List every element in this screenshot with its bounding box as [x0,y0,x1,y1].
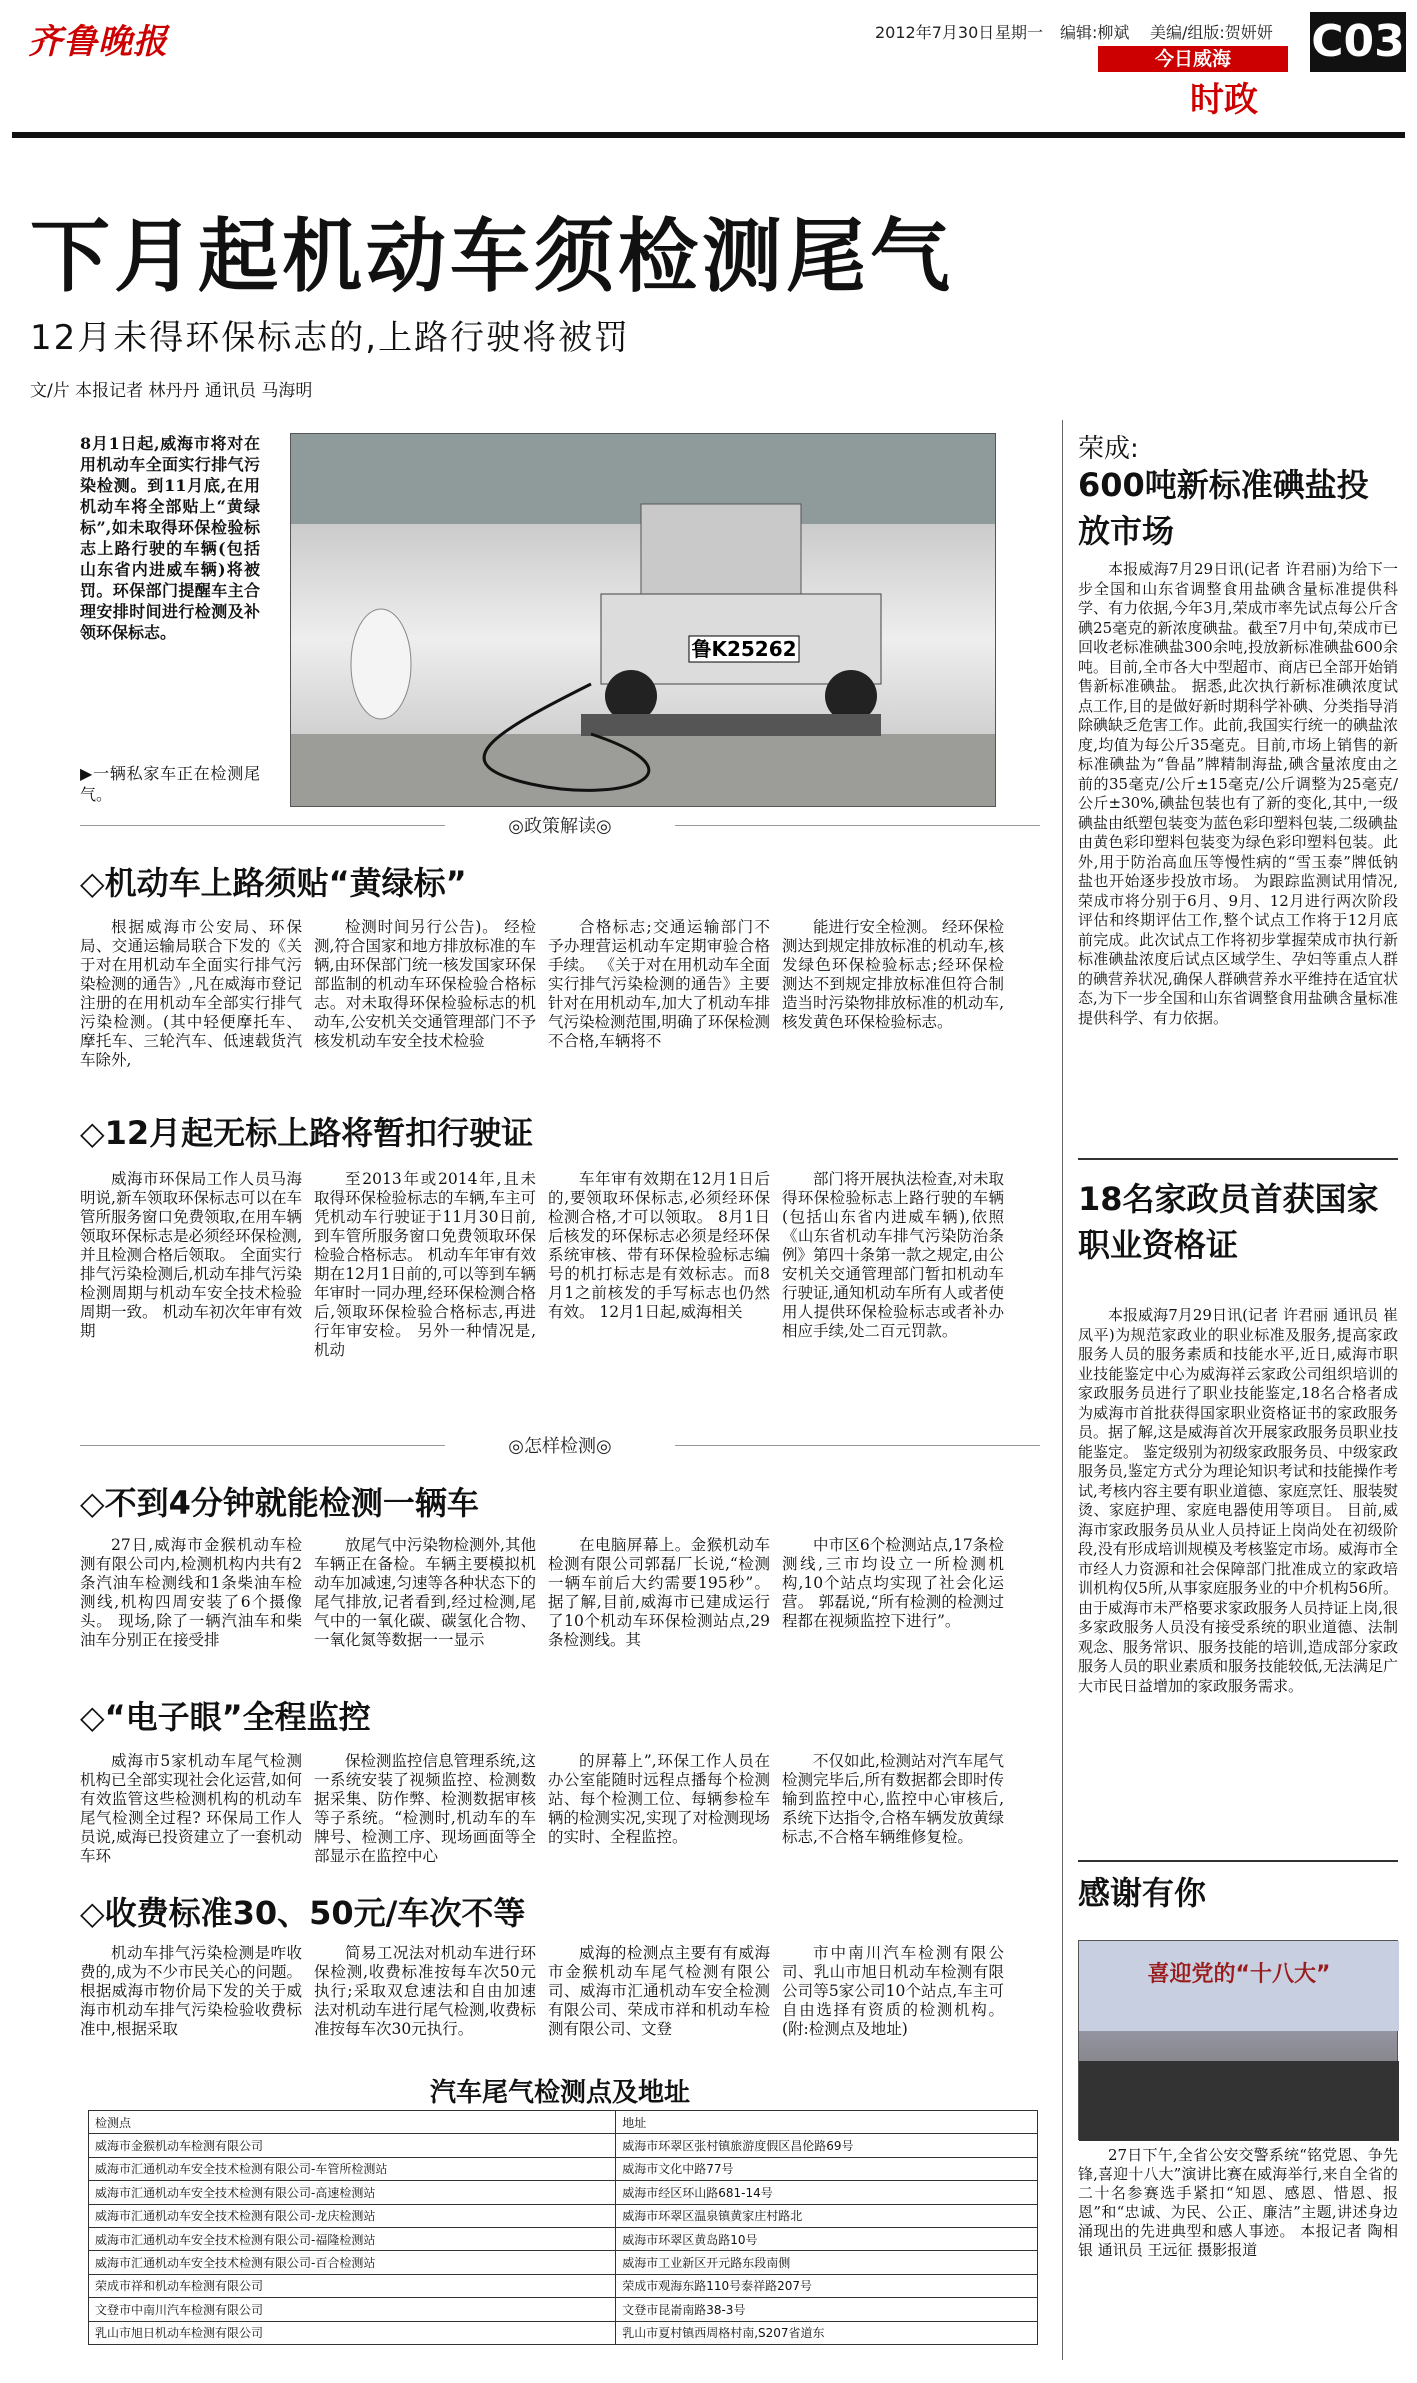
section1-col2: 检测时间另行公告)。 经检测,符合国家和地方排放标准的车辆,由环保部门统一核发国家环保部监制的机动车环保检验合格标志。对未取得环保检验标志的机动车,公安机关交通管理部门不予核发机动车安全技术检验 [314,918,536,1050]
sidebar1-title: 600吨新标准碘盐投放市场 [1078,466,1369,550]
section-name: 时政 [1190,80,1258,120]
sidebar2-title: 18名家政员首获国家职业资格证 [1078,1180,1379,1264]
speech-contest-photo [1078,1940,1398,2140]
section3-col2: 放尾气中污染物检测外,其他车辆正在备检。车辆主要模拟机动车加减速,匀速等各种状态下的尾气排放,记者看到,经过检测,尾气中的一氧化碳、碳氢化合物、一氧化氮等数据一一显示 [314,1536,536,1649]
divider-policy: ◎政策解读◎ [80,812,1040,838]
table-cell: 文登市中南川汽车检测有限公司 [89,2298,616,2321]
section3-col1: 27日,威海市金猴机动车检测有限公司内,检测机构内共有2条汽油车检测线和1条柴油车检测线,机构四周安装了6个摄像头。 现场,除了一辆汽油车和柴油车分别正在接受排 [80,1536,302,1649]
table-row [89,2181,1038,2204]
section1-col1: 根据威海市公安局、环保局、交通运输局联合下发的《关于对在用机动车全面实行排气污染检测的通告》,凡在威海市登记注册的在用机动车全部实行排气污染检测。(其中轻便摩托车、摩托车、三轮汽车、低速载货汽车除外, [80,918,302,1069]
section2-col3: 车年审有效期在12月1日后的,要领取环保标志,必须经环保检测合格,才可以领取。 8月1日后核发的环保标志必须是经环保系统审核、带有环保检验标志编号的机打标志是有效标志。而8月1之前核发的手写标志也仍然有效。 12月1日起,威海相关 [548,1170,770,1321]
table-cell: 威海市汇通机动车安全技术检测有限公司-高速检测站 [89,2181,616,2204]
art-credit: 美编/组版:贺妍妍 [1150,23,1273,42]
section2-col4: 部门将开展执法检查,对未取得环保检验标志上路行驶的车辆(包括山东省内进威车辆),依照《山东省机动车排气污染防治条例》第四十条第一款之规定,由公安机关交通管理部门暂扣机动车行驶证,通知机动车所有人或者使用人提供环保检验标志或者补办相应手续,处二百元罚款。 [782,1170,1004,1340]
section2-col2: 至2013年或2014年,且未取得环保检验标志的车辆,车主可凭机动车行驶证于11月30日前,到车管所服务窗口免费领取环保检验合格标志。 机动车年审有效期在12月1日前的,可以等到车辆年审时一同办理,经环保检测合格后,领取环保检验合格标志,再进行年审安检。 另外一种情况是,机动 [314,1170,536,1359]
sidebar3-caption: 27日下午,全省公安交警系统“铭党恩、争先锋,喜迎十八大”演讲比赛在威海举行,来自全省的二十名参赛选手紧扣“知恩、感恩、惜恩、报恩”和“忠诚、为民、公正、廉洁”主题,讲述身边涌现出的先进典型和感人事迹。 本报记者 陶相银 通讯员 王远征 摄影报道 [1078,2146,1398,2259]
section-heading-5: ◇收费标准30、50元/车次不等 [80,1894,526,1932]
subheadline: 12月未得环保标志的,上路行驶将被罚 [30,318,631,358]
table-cell: 威海市工业新区开元路东段南侧 [616,2251,1038,2274]
audience [1079,2061,1399,2141]
floor [291,734,996,807]
table-header-row [89,2111,1038,2134]
sidebar-divider [1062,420,1063,2360]
section3-col3: 在电脑屏幕上。金猴机动车检测有限公司郭磊厂长说,“检测一辆车前后大约需要195秒”。 据了解,目前,威海市已建成运行了10个机动车环保检测站点,29条检测线。其 [548,1536,770,1649]
table-cell: 威海市环翠区张村镇旅游度假区昌伦路69号 [616,2134,1038,2157]
table-row [89,2157,1038,2180]
sidebar-rule [1078,1860,1398,1862]
section-tag: 今日威海 [1098,46,1288,72]
table-cell: 威海市汇通机动车安全技术检测有限公司-车管所检测站 [89,2157,616,2180]
table-cell: 文登市昆嵛南路38-3号 [616,2298,1038,2321]
table-row [89,2321,1038,2344]
table-cell: 威海市金猴机动车检测有限公司 [89,2134,616,2157]
station-address-table [88,2110,1038,2345]
inspector [351,609,411,719]
section-heading-2: ◇12月起无标上路将暂扣行驶证 [80,1114,534,1152]
table-cell: 威海市环翠区黄岛路10号 [616,2227,1038,2250]
table-header: 地址 [616,2111,1038,2134]
issue-weekday: 星期一 [995,23,1044,42]
newspaper-logo: 齐鲁晚报 [28,22,168,62]
issue-date: 2012年7月30日 [875,23,995,42]
section1-col4: 能进行安全检测。 经环保检测达到规定排放标准的机动车,核发绿色环保检验标志;经环保检测达不到规定排放标准但符合制造当时污染物排放标准的机动车,核发黄色环保检验标志。 [782,918,1004,1031]
stage-banner: 喜迎党的“十八大” [1147,1962,1331,1987]
dyno-rollers [581,714,881,736]
license-plate-text: 鲁K25262 [691,637,797,661]
section5-col3: 威海的检测点主要有有威海市金猴机动车尾气检测有限公司、威海市汇通机动车安全检测有限公司、荣成市祥和机动车检测有限公司、文登 [548,1944,770,2038]
sidebar1-kicker: 荣成: [1078,434,1139,464]
section1-col3: 合格标志;交通运输部门不予办理营运机动车定期审验合格手续。 《关于对在用机动车全面实行排气污染检测的通告》主要针对在用机动车,加大了机动车排气污染检测范围,明确了环保检测不合格,车辆将不 [548,918,770,1050]
page-number: C03 [1310,12,1406,72]
sidebar1-body: 本报威海7月29日讯(记者 许君丽)为给下一步全国和山东省调整食用盐碘含量标准提供科学、有力依据,今年3月,荣成市率先试点每公斤含碘25毫克的新浓度碘盐。截至7月中旬,荣成市已回收老标准碘盐300余吨,投放新标准碘盐600余吨。目前,全市各大中型超市、商店已全部开始销售新标准碘盐。 据悉,此次执行新标准碘浓度试点工作,目的是做好新时期科学补碘、分类指导消除碘缺乏危害工作。此前,我国实行统一的碘盐浓度,均值为每公斤35毫克。目前,市场上销售的新标准碘盐为“鲁晶”牌精制海盐,碘含量浓度由之前的35毫克/公斤±15毫克/公斤调整为25毫克/公斤±30%,碘盐包装也有了新的变化,其中,一级碘盐由纸塑包装变为蓝色彩印塑料包装,二级碘盐由黄色彩印塑料包装变为绿色彩印塑料包装。此外,用于防治高血压等慢性病的“雪玉泰”牌低钠盐也开始逐步投放市场。 为跟踪监测试用情况,荣成市将分别于6月、9月、12月进行两次阶段评估和终期评估工作,整个试点工作将于12月底前完成。此次试点工作将初步掌握荣成市执行新标准碘盐浓度后试点区域学生、孕妇等重点人群的碘营养状况,确保人群碘营养水平维持在适宜状态,为下一步全国和山东省调整食用盐碘含量标准提供科学、有力依据。 [1078,560,1398,1027]
table-row [89,2298,1038,2321]
table-row [89,2204,1038,2227]
section-heading-4: ◇“电子眼”全程监控 [80,1698,371,1736]
table-row [89,2274,1038,2297]
top-rule [12,132,1405,138]
table-cell: 威海市汇通机动车安全技术检测有限公司-龙庆检测站 [89,2204,616,2227]
section4-col3: 的屏幕上”,环保工作人员在办公室能随时远程点播每个检测站、每个检测工位、每辆参检车辆的检测实况,实现了对检测现场的实时、全程监控。 [548,1752,770,1846]
section-heading-3: ◇不到4分钟就能检测一辆车 [80,1484,479,1522]
table-cell: 威海市汇通机动车安全技术检测有限公司-百合检测站 [89,2251,616,2274]
table-cell: 威海市环翠区温泉镇黄家庄村路北 [616,2204,1038,2227]
sidebar3-title: 感谢有你 [1078,1874,1207,1912]
section5-col2: 简易工况法对机动车进行环保检测,收费标准按每车次50元执行;采取双怠速法和自由加速法对机动车进行尾气检测,收费标准按每车次30元执行。 [314,1944,536,2038]
table-row [89,2134,1038,2157]
lead-paragraph [80,433,260,804]
news-photo [290,433,996,807]
sidebar-rule [1078,1158,1398,1160]
divider-how: ◎怎样检测◎ [80,1432,1040,1458]
section-heading-1: ◇机动车上路须贴“黄绿标” [80,864,467,902]
table-row [89,2251,1038,2274]
table-cell: 乳山市夏村镇西周格村南,S207省道东 [616,2321,1038,2344]
section4-col1: 威海市5家机动车尾气检测机构已全部实现社会化运营,如何有效监管这些检测机构的机动车尾气检测全过程? 环保局工作人员说,威海已投资建立了一套机动车环 [80,1752,302,1865]
table-cell: 乳山市旭日机动车检测有限公司 [89,2321,616,2344]
editor-credit: 编辑:柳斌 [1060,23,1130,42]
section5-col4: 市中南川汽车检测有限公司、乳山市旭日机动车检测有限公司等5家公司10个站点,车主可自由选择有资质的检测机构。(附:检测点及地址) [782,1944,1004,2038]
section3-col4: 中市区6个检测站点,17条检测线,三市均设立一所检测机构,10个站点均实现了社会化运营。 郭磊说,“所有检测的检测过程都在视频监控下进行”。 [782,1536,1004,1630]
table-cell: 荣成市观海东路110号泰祥路207号 [616,2274,1038,2297]
byline: 文/片 本报记者 林丹丹 通讯员 马海明 [30,381,313,401]
table-header: 检测点 [89,2111,616,2134]
lead-text: 8月1日起,威海市将对在用机动车全面实行排气污染检测。到11月底,在用机动车将全部贴上“黄绿标”,如未取得环保检验标志上路行驶的车辆(包括山东省内进威车辆)将被罚。环保部门提醒车主合理安排时间进行检测及补领环保标志。 [80,434,260,642]
table-title: 汽车尾气检测点及地址 [429,2078,690,2108]
sidebar2-body: 本报威海7月29日讯(记者 许君丽 通讯员 崔凤平)为规范家政业的职业标准及服务,提高家政服务人员的服务素质和技能水平,近日,威海市职业技能鉴定中心为威海祥云家政公司组织培训的家政服务员进行了职业技能鉴定,18名合格者成为威海市首批获得国家职业资格证书的家政服务员。据了解,这是威海首次开展家政服务员职业技能鉴定。 鉴定级别为初级家政服务员、中级家政服务员,鉴定方式分为理论知识考试和技能操作考试,考核内容主要有职业道德、家庭烹饪、服装熨烫、家庭护理、家庭电器使用等项目。 目前,威海市家政服务员从业人员持证上岗尚处在初级阶段,没有形成培训规模及考核鉴定市场。威海市全市经人力资源和社会保障部门批准成立的家政培训机构仅5所,从事家庭服务业的中介机构56所。由于威海市未严格要求家政服务人员持证上岗,很多家政服务人员没有接受系统的职业道德、法制观念、服务常识、服务技能的培训,造成部分家政服务人员的职业素质和服务技能较低,无法满足广大市民日益增加的家政服务需求。 [1078,1306,1398,1695]
section2-col1: 威海市环保局工作人员马海明说,新车领取环保标志可以在车管所服务窗口免费领取,在用车辆领取环保标志是必须经环保检测,并且检测合格后领取。 全面实行排气污染检测后,机动车排气污染检测周期与机动车安全技术检验周期一致。 机动车初次年审有效期 [80,1170,302,1340]
photo-caption: ▶一辆私家车正在检测尾气。 [80,764,260,804]
headline: 下月起机动车须检测尾气 [30,210,954,303]
car-inspection-illustration [291,434,996,807]
table-cell: 威海市汇通机动车安全技术检测有限公司-福隆检测站 [89,2227,616,2250]
table-row [89,2227,1038,2250]
section5-col1: 机动车排气污染检测是咋收费的,成为不少市民关心的问题。根据威海市物价局下发的关于威海市机动车排气污染检验收费标准中,根据采取 [80,1944,302,2038]
section4-col4: 不仅如此,检测站对汽车尾气检测完毕后,所有数据都会即时传输到监控中心,监控中心审核后,系统下达指令,合格车辆发放黄绿标志,不合格车辆维修复检。 [782,1752,1004,1846]
table-cell: 荣成市祥和机动车检测有限公司 [89,2274,616,2297]
table-cell: 威海市文化中路77号 [616,2157,1038,2180]
table-cell: 威海市经区环山路681-14号 [616,2181,1038,2204]
section4-col2: 保检测监控信息管理系统,这一系统安装了视频监控、检测数据采集、防作弊、检测数据审核等子系统。“检测时,机动车的车牌号、检测工序、现场画面等全部显示在监控中心 [314,1752,536,1865]
stage-illustration [1079,1941,1399,2141]
